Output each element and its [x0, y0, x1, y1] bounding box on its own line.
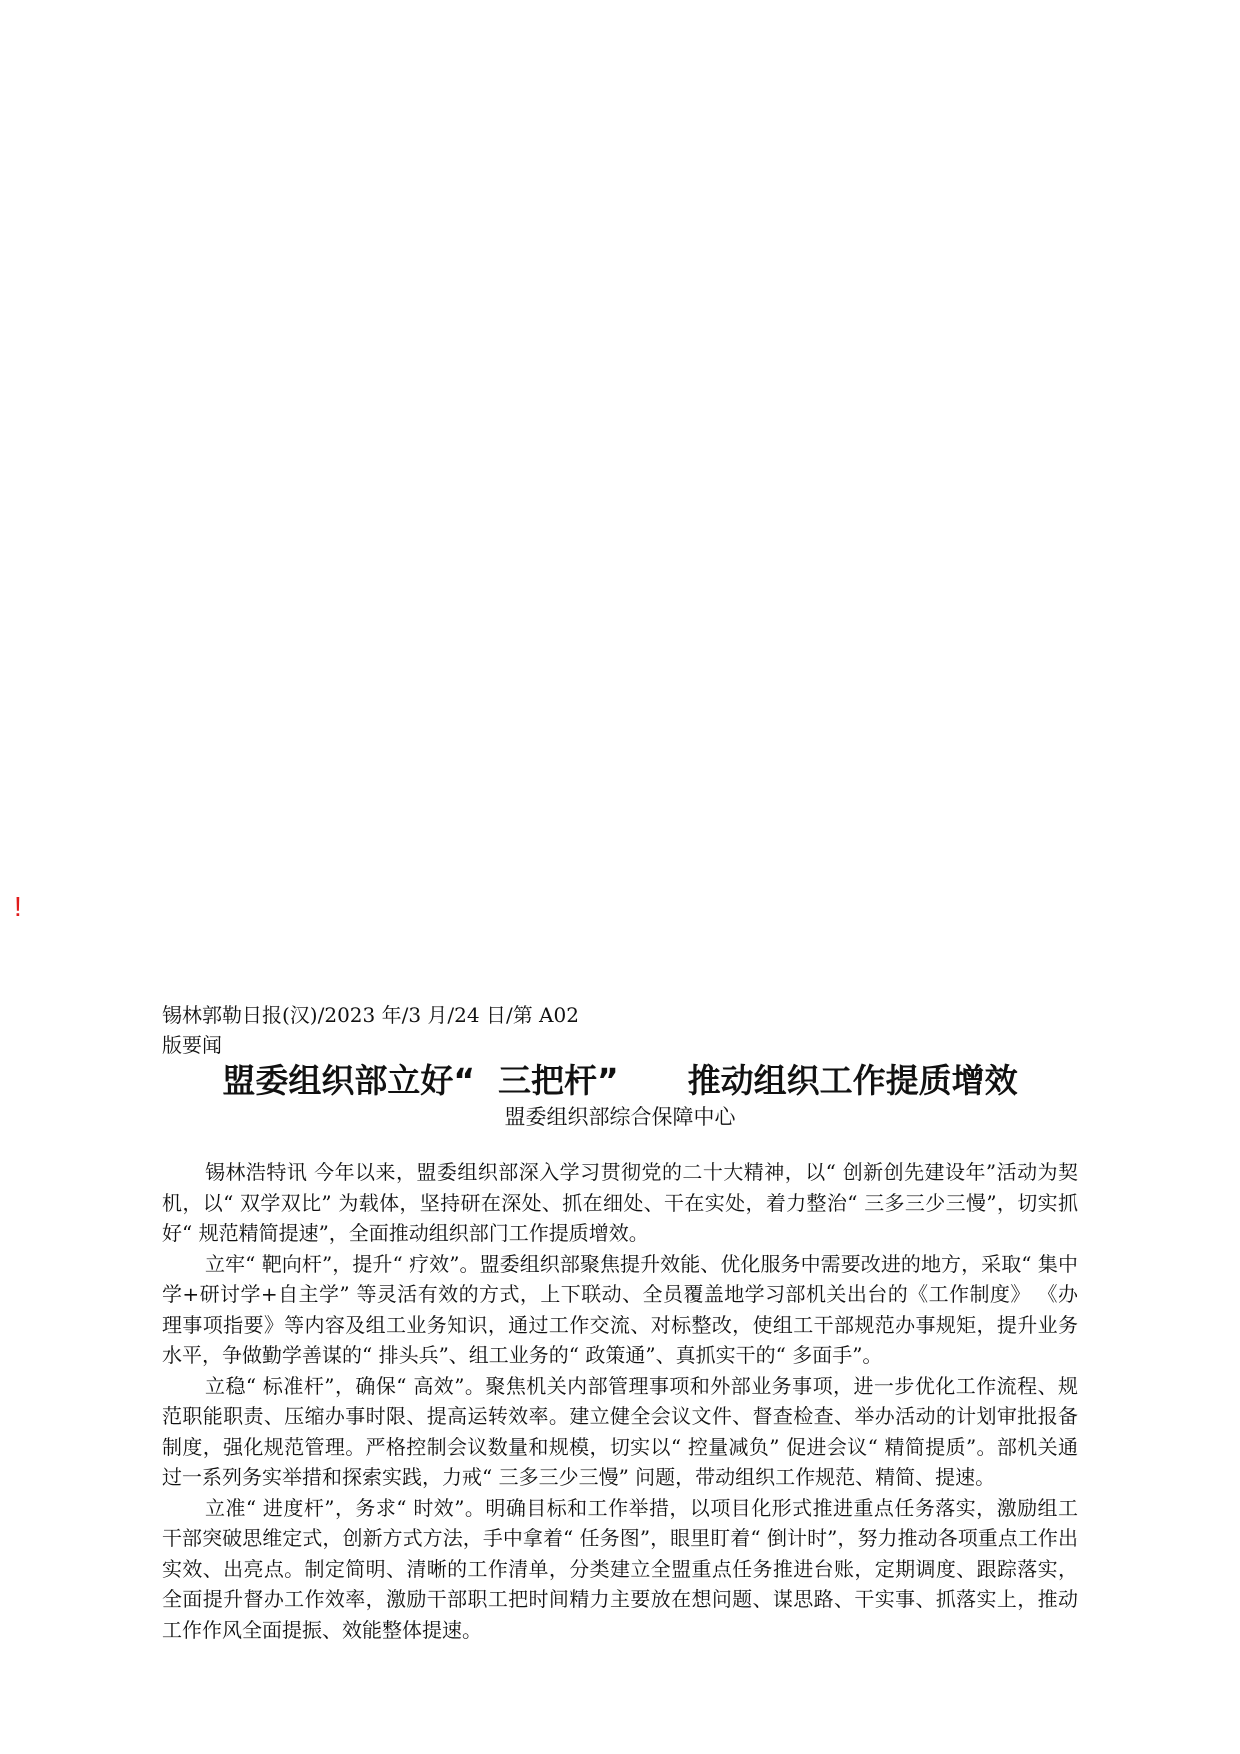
article-paragraph: 立稳“ 标准杆”，确保“ 高效”。聚焦机关内部管理事项和外部业务事项，进一步优化工作流程、规范职能职责、压缩办事时限、提高运转效率。建立健全会议文件、督查检查、举办活动的计划审批报备制度，强化规范管理。严格控制会议数量和规模，切实以“ 控量减负” 促进会议“ 精简提质”。部机关通过一系列务实举措和探索实践，力戒“ 三多三少三慢” 问题，带动组织工作规范、精简、提速。 [162, 1373, 1078, 1489]
warning-mark: ! [14, 891, 22, 922]
article-paragraph: 立牢“ 靶向杆”，提升“ 疗效”。盟委组织部聚焦提升效能、优化服务中需要改进的地方，采取“ 集中学+研讨学+自主学” 等灵活有效的方式，上下联动、全员覆盖地学习部机关出台的《工作制度》 《办理事项指要》等内容及组工业务知识，通过工作交流、对标整改，使组工干部规范办事规矩，提升业务水平，争做勤学善谋的“ 排头兵”、组工业务的“ 政策通”、真抓实干的“ 多面手”。 [162, 1251, 1078, 1367]
article-paragraph: 锡林浩特讯 今年以来，盟委组织部深入学习贯彻党的二十大精神，以“ 创新创先建设年”活动为契机，以“ 双学双比” 为载体，坚持研在深处、抓在细处、干在实处，着力整治“ 三多三少三慢”，切实抓好“ 规范精简提速”，全面推动组织部门工作提质增效。 [162, 1160, 1078, 1245]
article-body [162, 1157, 1078, 1645]
article-byline: 盟委组织部综合保障中心 [504, 1105, 736, 1129]
article-paragraph: 立准“ 进度杆”，务求“ 时效”。明确目标和工作举措，以项目化形式推进重点任务落实，激励组工干部突破思维定式，创新方式方法，手中拿着“ 任务图”，眼里盯着“ 倒计时”，努力推动各项重点工作出实效、出亮点。制定简明、清晰的工作清单，分类建立全盟重点任务推进台账，定期调度、跟踪落实，全面提升督办工作效率，激励干部职工把时间精力主要放在想问题、谋思路、干实事、抓落实上，推动工作作风全面提振、效能整体提速。 [162, 1495, 1078, 1642]
source-line: 锡林郭勒日报(汉)/2023 年/3 月/24 日/第 A02 版要闻 [162, 1003, 579, 1057]
article-title: 盟委组织部立好“ 三把杆” 推动组织工作提质增效 [222, 1061, 1018, 1100]
